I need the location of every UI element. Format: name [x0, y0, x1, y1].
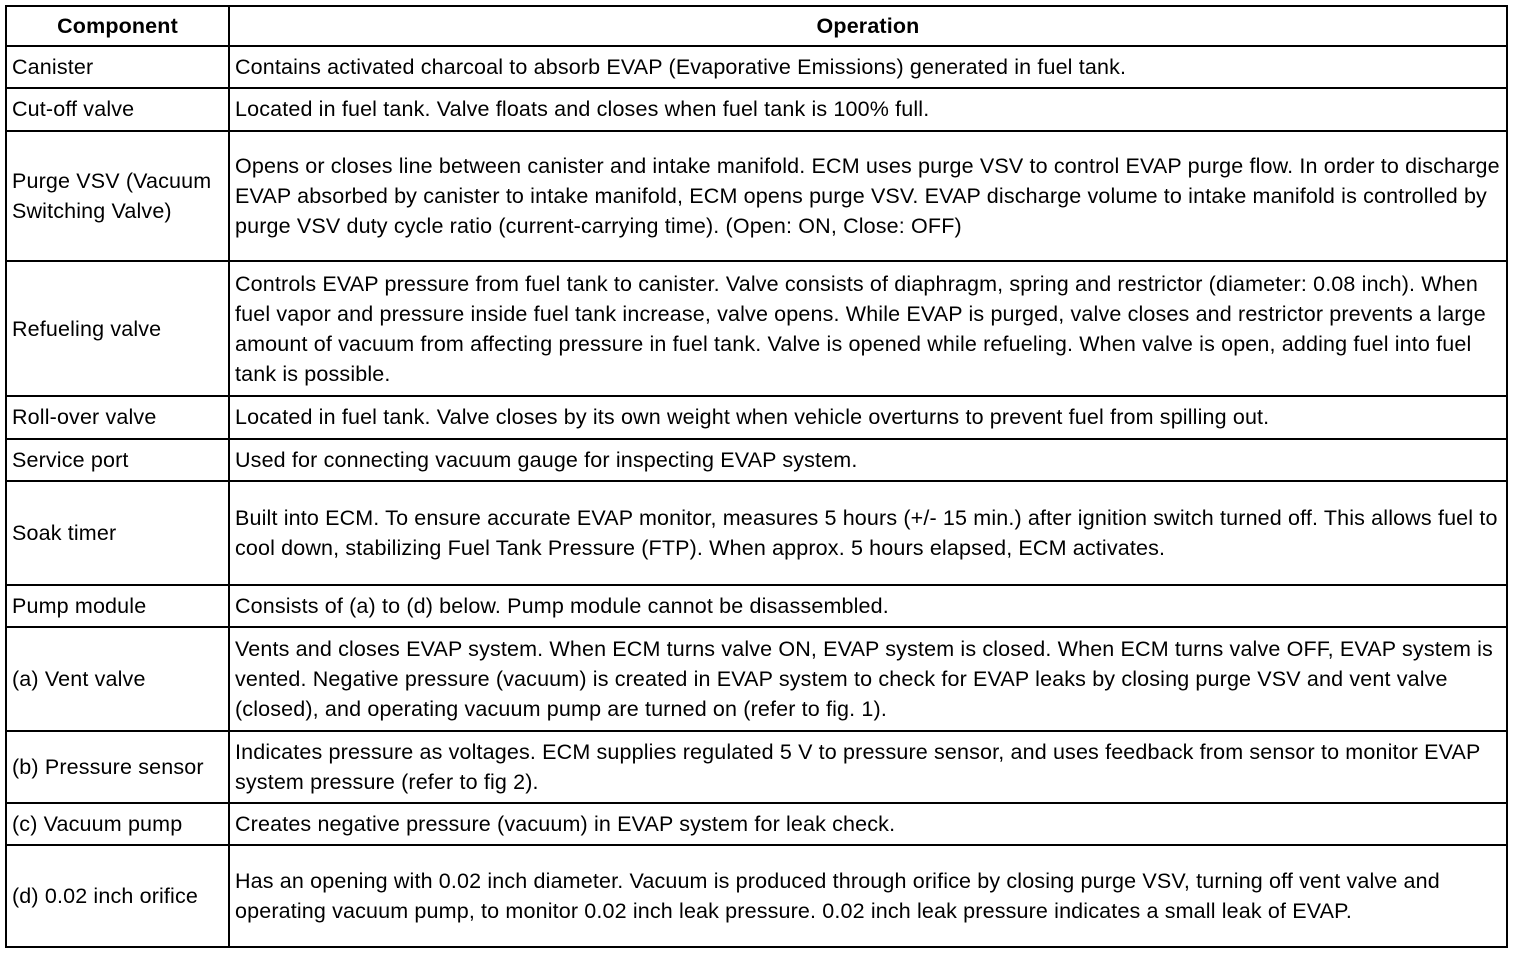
operation-cell: Indicates pressure as voltages. ECM supplies regulated 5 V to pressure sensor, and uses feedback from sensor to monitor EVAP system pressure (refer to fig 2). — [229, 731, 1506, 803]
component-cell: (b) Pressure sensor — [7, 731, 229, 803]
operation-cell: Controls EVAP pressure from fuel tank to canister. Valve consists of diaphragm, spring and restrictor (diameter: 0.08 inch). When fuel vapor and pressure inside fuel tank increase, valve opens. While EVAP is purged, valve closes and restrictor prevents a large amount of vacuum from affecting pressure in fuel tank. Valve is opened while refueling. When valve is open, adding fuel into fuel tank is possible. — [229, 261, 1506, 396]
table-row — [7, 131, 1506, 262]
operation-cell: Located in fuel tank. Valve floats and closes when fuel tank is 100% full. — [229, 88, 1506, 130]
components-table — [7, 7, 1506, 946]
table-row — [7, 845, 1506, 946]
component-cell: (c) Vacuum pump — [7, 803, 229, 845]
component-cell: Refueling valve — [7, 261, 229, 396]
component-cell: (a) Vent valve — [7, 627, 229, 731]
table-row — [7, 627, 1506, 731]
component-cell: Service port — [7, 439, 229, 481]
component-cell: Soak timer — [7, 481, 229, 585]
table-header-row — [7, 7, 1506, 46]
table-row — [7, 396, 1506, 438]
operation-cell: Has an opening with 0.02 inch diameter. Vacuum is produced through orifice by closing purge VSV, turning off vent valve and operating vacuum pump, to monitor 0.02 inch leak pressure. 0.02 inch leak pressure indicates a small leak of EVAP. — [229, 845, 1506, 946]
component-cell: Purge VSV (Vacuum Switching Valve) — [7, 131, 229, 262]
table-row — [7, 731, 1506, 803]
operation-cell: Used for connecting vacuum gauge for inspecting EVAP system. — [229, 439, 1506, 481]
component-cell: Canister — [7, 46, 229, 88]
operation-cell: Creates negative pressure (vacuum) in EVAP system for leak check. — [229, 803, 1506, 845]
operation-cell: Vents and closes EVAP system. When ECM turns valve ON, EVAP system is closed. When ECM turns valve OFF, EVAP system is vented. Negative pressure (vacuum) is created in EVAP system to check for EVAP leaks by closing purge VSV and vent valve (closed), and operating vacuum pump are turned on (refer to fig. 1). — [229, 627, 1506, 731]
component-cell: Roll-over valve — [7, 396, 229, 438]
table-row — [7, 88, 1506, 130]
table-row — [7, 439, 1506, 481]
table-row — [7, 585, 1506, 627]
table-row — [7, 261, 1506, 396]
component-cell: (d) 0.02 inch orifice — [7, 845, 229, 946]
operation-cell: Built into ECM. To ensure accurate EVAP monitor, measures 5 hours (+/- 15 min.) after ignition switch turned off. This allows fuel to cool down, stabilizing Fuel Tank Pressure (FTP). When approx. 5 hours elapsed, ECM activates. — [229, 481, 1506, 585]
operation-cell: Consists of (a) to (d) below. Pump module cannot be disassembled. — [229, 585, 1506, 627]
column-header-component: Component — [7, 7, 229, 46]
component-cell: Cut-off valve — [7, 88, 229, 130]
component-cell: Pump module — [7, 585, 229, 627]
operation-cell: Opens or closes line between canister and intake manifold. ECM uses purge VSV to control EVAP purge flow. In order to discharge EVAP absorbed by canister to intake manifold, ECM opens purge VSV. EVAP discharge volume to intake manifold is controlled by purge VSV duty cycle ratio (current-carrying time). (Open: ON, Close: OFF) — [229, 131, 1506, 262]
table-row — [7, 481, 1506, 585]
operation-cell: Located in fuel tank. Valve closes by its own weight when vehicle overturns to prevent fuel from spilling out. — [229, 396, 1506, 438]
column-header-operation: Operation — [229, 7, 1506, 46]
table-row — [7, 803, 1506, 845]
operation-cell: Contains activated charcoal to absorb EVAP (Evaporative Emissions) generated in fuel tank. — [229, 46, 1506, 88]
table-row — [7, 46, 1506, 88]
evap-components-table — [5, 5, 1508, 948]
